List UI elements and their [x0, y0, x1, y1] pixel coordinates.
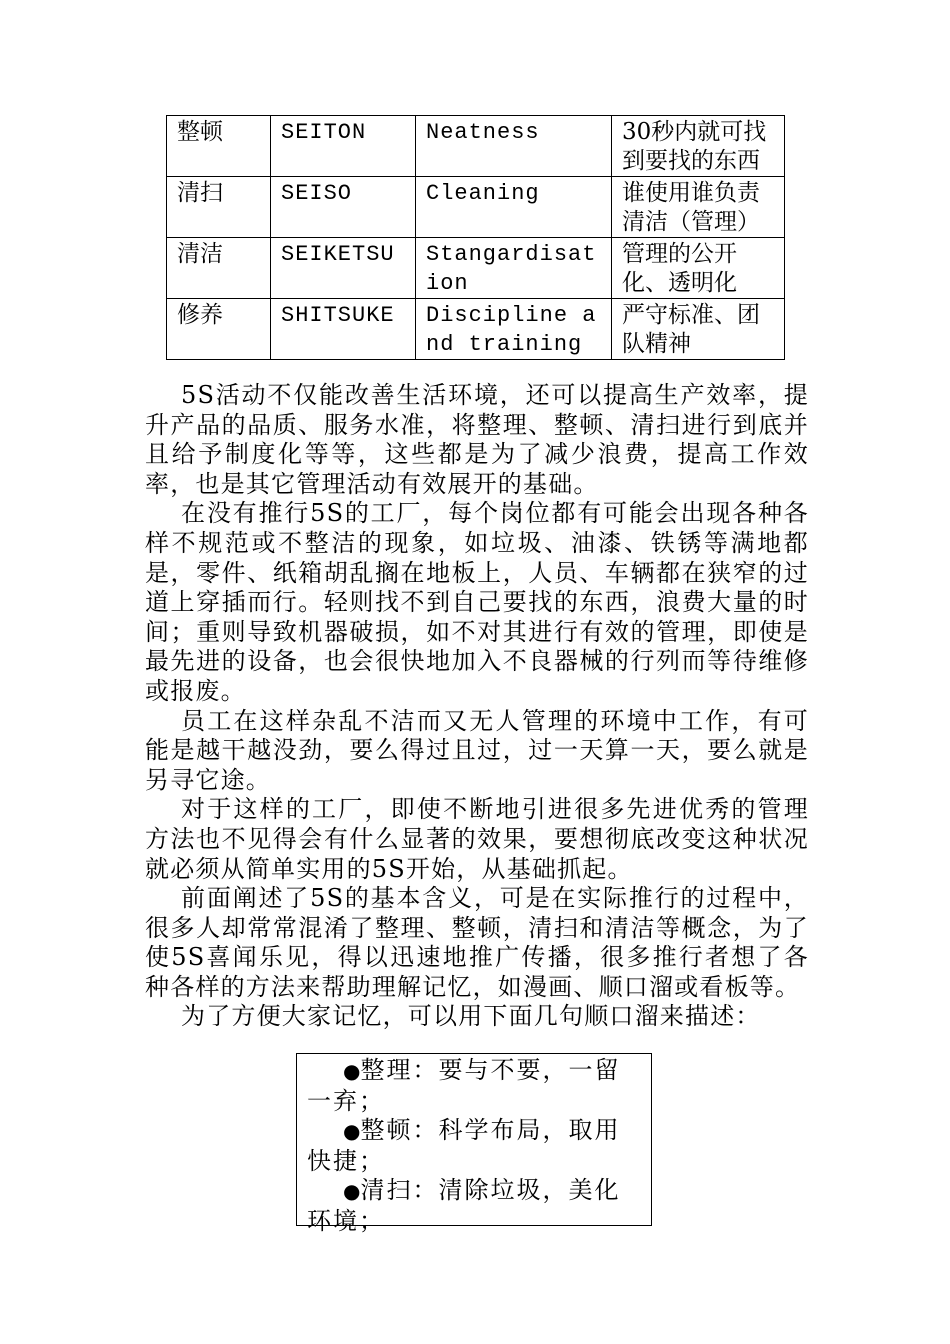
term-description: 管理的公开化、透明化: [612, 238, 785, 299]
paragraph: 对于这样的工厂，即使不断地引进很多先进优秀的管理方法也不见得会有什么显著的效果，要想彻底改变这种状况就必须从简单实用的5S开始，从基础抓起。: [145, 795, 809, 883]
bullet-icon: ●: [343, 1179, 361, 1203]
body-text: [145, 381, 809, 1032]
term-japanese: SHITSUKE: [271, 299, 416, 360]
bullet-icon: ●: [343, 1059, 361, 1083]
paragraph: 前面阐述了5S的基本含义，可是在实际推行的过程中，很多人却常常混淆了整理、整顿，清扫和清洁等概念，为了使5S喜闻乐见，得以迅速地推广传播，很多推行者想了各种各样的方法来帮助理解记忆，如漫画、顺口溜或看板等。: [145, 884, 809, 1001]
rhyme-item: [307, 1116, 641, 1176]
rhyme-text: 清扫：清除垃圾，美化环境；: [307, 1176, 621, 1235]
term-english: Discipline and training: [416, 299, 612, 360]
term-chinese: 清扫: [167, 177, 271, 238]
paragraph: 5S活动不仅能改善生活环境，还可以提高生产效率，提升产品的品质、服务水准，将整理、整顿、清扫进行到底并且给予制度化等等，这些都是为了减少浪费，提高工作效率，也是其它管理活动有效展开的基础。: [145, 381, 809, 498]
term-description: 严守标准、团队精神: [612, 299, 785, 360]
paragraph: 在没有推行5S的工厂，每个岗位都有可能会出现各种各样不规范或不整洁的现象，如垃圾、油漆、铁锈等满地都是，零件、纸箱胡乱搁在地板上，人员、车辆都在狭窄的过道上穿插而行。轻则找不到自己要找的东西，浪费大量的时间；重则导致机器破损，如不对其进行有效的管理，即使是最先进的设备，也会很快地加入不良器械的行列而等待维修或报废。: [145, 499, 809, 705]
table-row: [167, 238, 785, 299]
term-japanese: SEIKETSU: [271, 238, 416, 299]
rhyme-box: [296, 1053, 652, 1235]
paragraph: 员工在这样杂乱不洁而又无人管理的环境中工作，有可能是越干越没劲，要么得过且过，过一天算一天，要么就是另寻它途。: [145, 706, 809, 794]
term-chinese: 清洁: [167, 238, 271, 299]
5s-definition-table: [166, 115, 785, 360]
paragraph: 为了方便大家记忆，可以用下面几句顺口溜来描述：: [181, 1002, 761, 1031]
term-english: Cleaning: [416, 177, 612, 238]
term-chinese: 整顿: [167, 116, 271, 177]
table-row: [167, 116, 785, 177]
term-english: Neatness: [416, 116, 612, 177]
rhyme-text: 整顿：科学布局，取用快捷；: [307, 1116, 621, 1175]
term-english: Stangardisation: [416, 238, 612, 299]
term-japanese: SEISO: [271, 177, 416, 238]
table-row: [167, 299, 785, 360]
rhyme-text: 整理：要与不要，一留一弃；: [307, 1056, 621, 1115]
term-japanese: SEITON: [271, 116, 416, 177]
term-description: 谁使用谁负责清洁（管理）: [612, 177, 785, 238]
bullet-icon: ●: [343, 1119, 361, 1143]
table-row: [167, 177, 785, 238]
rhyme-item: [307, 1176, 641, 1236]
rhyme-item: [307, 1056, 641, 1116]
term-chinese: 修养: [167, 299, 271, 360]
term-description: 30秒内就可找到要找的东西: [612, 116, 785, 177]
